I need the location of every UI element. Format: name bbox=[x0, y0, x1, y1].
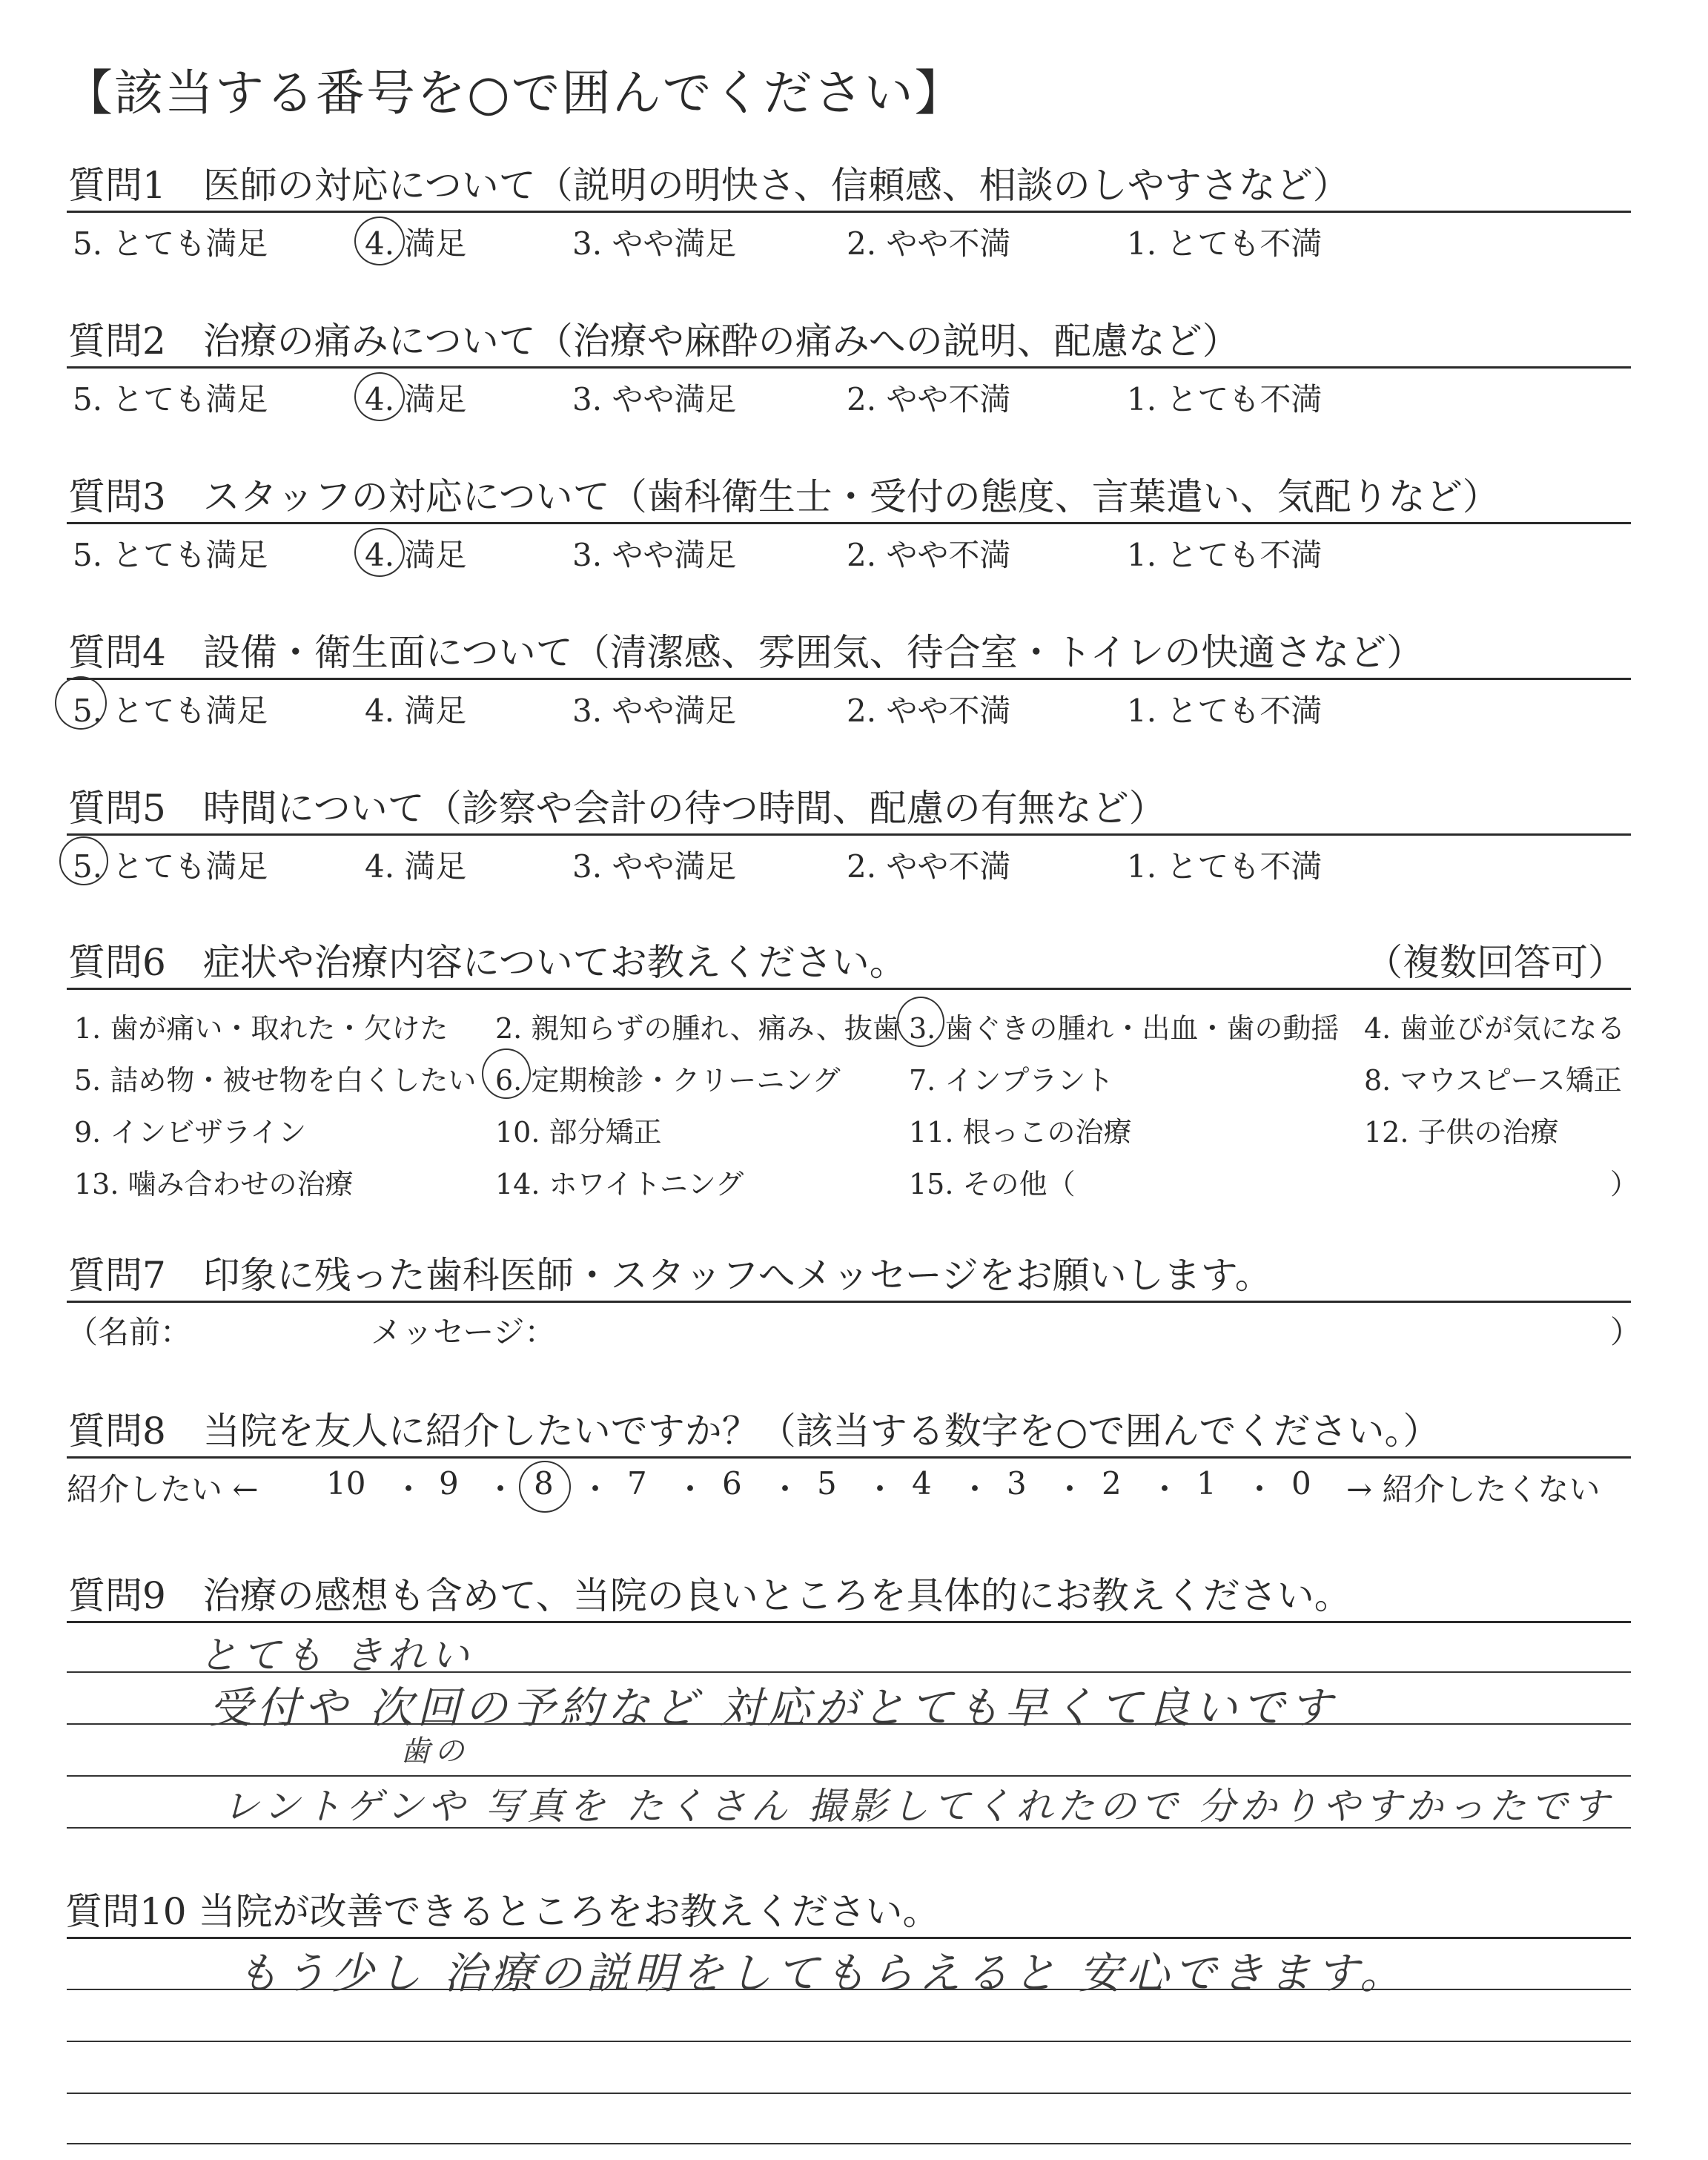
q9-title: 質問9 治療の感想も含めて、当院の良いところを具体的にお教えください。 bbox=[68, 1574, 1351, 1617]
q7-rule bbox=[67, 1301, 1631, 1303]
q1-selection-circle bbox=[354, 217, 405, 265]
q6-item-4[interactable]: 4. 歯並びが気になる bbox=[1364, 1012, 1626, 1045]
q2-option-2[interactable]: 2. やや不満 bbox=[847, 381, 1011, 417]
q2-option-1[interactable]: 1. とても不満 bbox=[1127, 381, 1323, 417]
q8-dot: ・ bbox=[959, 1471, 991, 1507]
q8-rule bbox=[67, 1456, 1631, 1459]
q6-item-6[interactable]: 6. 定期検診・クリーニング bbox=[495, 1064, 841, 1097]
q5-option-2[interactable]: 2. やや不満 bbox=[847, 848, 1011, 885]
q8-score-4[interactable]: 4 bbox=[912, 1465, 932, 1502]
q8-dot: ・ bbox=[864, 1471, 896, 1507]
q8-right-label: → 紹介したくない bbox=[1346, 1471, 1601, 1507]
q6-item-7[interactable]: 7. インプラント bbox=[909, 1064, 1114, 1097]
q9-answer-line-2: 受付や 次回の予約など 対応がとても早くて良いです bbox=[209, 1682, 1337, 1733]
q2-title: 質問2 治療の痛みについて（治療や麻酔の痛みへの説明、配慮など） bbox=[68, 320, 1239, 363]
q6-item-14[interactable]: 14. ホワイトニング bbox=[495, 1168, 744, 1200]
q7-name-label: （名前： bbox=[67, 1314, 192, 1350]
q8-selection-circle bbox=[519, 1461, 571, 1513]
q4-option-5[interactable]: 5. とても満足 bbox=[73, 693, 268, 729]
q10-rule-4 bbox=[67, 2093, 1631, 2094]
q5-option-4[interactable]: 4. 満足 bbox=[365, 848, 467, 885]
q5-option-3[interactable]: 3. やや満足 bbox=[572, 848, 737, 885]
q8-score-9[interactable]: 9 bbox=[439, 1465, 459, 1502]
q6-item-15[interactable]: 15. その他（ bbox=[909, 1168, 1076, 1200]
q3-option-1[interactable]: 1. とても不満 bbox=[1127, 537, 1323, 573]
q3-option-4[interactable]: 4. 満足 bbox=[365, 537, 467, 573]
q10-rule-3 bbox=[67, 2041, 1631, 2042]
q8-dot: ・ bbox=[580, 1471, 612, 1507]
q6-item-13[interactable]: 13. 噛み合わせの治療 bbox=[74, 1168, 354, 1200]
q7-close-paren: ） bbox=[1610, 1314, 1642, 1350]
q5-option-5[interactable]: 5. とても満足 bbox=[73, 848, 268, 885]
q8-score-6[interactable]: 6 bbox=[722, 1465, 742, 1502]
q4-title: 質問4 設備・衛生面について（清潔感、雰囲気、待合室・トイレの快適さなど） bbox=[68, 631, 1424, 674]
q7-message-label: メッセージ： bbox=[371, 1314, 556, 1350]
q5-selection-circle bbox=[59, 836, 108, 885]
q8-dot: ・ bbox=[675, 1471, 706, 1507]
q7-title: 質問7 印象に残った歯科医師・スタッフへメッセージをお願いします。 bbox=[68, 1254, 1272, 1297]
q6-item-9[interactable]: 9. インビザライン bbox=[74, 1116, 307, 1149]
q8-score-8[interactable]: 8 bbox=[534, 1465, 554, 1502]
q3-option-2[interactable]: 2. やや不満 bbox=[847, 537, 1011, 573]
q8-left-label: 紹介したい ← bbox=[67, 1471, 259, 1507]
q6-item-15-close: ） bbox=[1610, 1168, 1639, 1200]
q8-dot: ・ bbox=[393, 1471, 425, 1507]
q9-rule-1 bbox=[67, 1621, 1631, 1623]
q10-rule-5 bbox=[67, 2143, 1631, 2144]
q3-option-5[interactable]: 5. とても満足 bbox=[73, 537, 268, 573]
q8-score-5[interactable]: 5 bbox=[817, 1465, 837, 1502]
q1-title: 質問1 医師の対応について（説明の明快さ、信頼感、相談のしやすさなど） bbox=[68, 164, 1350, 207]
q5-rule bbox=[67, 833, 1631, 836]
q6-item-8[interactable]: 8. マウスピース矯正 bbox=[1364, 1064, 1622, 1097]
q8-dot: ・ bbox=[1244, 1471, 1276, 1507]
q8-score-7[interactable]: 7 bbox=[627, 1465, 647, 1502]
q1-option-1[interactable]: 1. とても不満 bbox=[1127, 225, 1323, 262]
q8-score-3[interactable]: 3 bbox=[1007, 1465, 1027, 1502]
q6-item-12[interactable]: 12. 子供の治療 bbox=[1364, 1116, 1559, 1149]
q8-score-1[interactable]: 1 bbox=[1196, 1465, 1217, 1502]
q4-option-4[interactable]: 4. 満足 bbox=[365, 693, 467, 729]
q5-title: 質問5 時間について（診察や会計の待つ時間、配慮の有無など） bbox=[68, 787, 1166, 830]
q6-item-5[interactable]: 5. 詰め物・被せ物を白くしたい bbox=[74, 1064, 477, 1097]
q2-selection-circle bbox=[354, 372, 405, 421]
q4-option-2[interactable]: 2. やや不満 bbox=[847, 693, 1011, 729]
form-header: 【該当する番号を○で囲んでください】 bbox=[64, 65, 965, 122]
q3-rule bbox=[67, 522, 1631, 524]
q2-rule bbox=[67, 366, 1631, 369]
q9-answer-line-3: レントゲンや 写真を たくさん 撮影してくれたので 分かりやすかったです bbox=[222, 1785, 1614, 1828]
q1-rule bbox=[67, 211, 1631, 213]
q1-option-2[interactable]: 2. やや不満 bbox=[847, 225, 1011, 262]
q6-item-11[interactable]: 11. 根っこの治療 bbox=[909, 1116, 1132, 1149]
q2-option-4[interactable]: 4. 満足 bbox=[365, 381, 467, 417]
q1-option-5[interactable]: 5. とても満足 bbox=[73, 225, 268, 262]
q8-dot: ・ bbox=[1054, 1471, 1086, 1507]
q3-selection-circle bbox=[354, 528, 405, 577]
q4-option-1[interactable]: 1. とても不満 bbox=[1127, 693, 1323, 729]
q4-selection-circle bbox=[55, 676, 107, 730]
q10-title: 質問10 当院が改善できるところをお教えください。 bbox=[65, 1890, 940, 1933]
q8-dot: ・ bbox=[485, 1471, 517, 1507]
q6-item-1[interactable]: 1. 歯が痛い・取れた・欠けた bbox=[74, 1012, 448, 1045]
q6-item-10[interactable]: 10. 部分矯正 bbox=[495, 1116, 662, 1149]
q1-option-3[interactable]: 3. やや満足 bbox=[572, 225, 737, 262]
q6-item-3[interactable]: 3. 歯ぐきの腫れ・出血・歯の動揺 bbox=[909, 1012, 1340, 1045]
q8-score-0[interactable]: 0 bbox=[1291, 1465, 1311, 1502]
q9-answer-line-1: とても きれい bbox=[199, 1634, 474, 1678]
q2-option-3[interactable]: 3. やや満足 bbox=[572, 381, 737, 417]
q6-item-2[interactable]: 2. 親知らずの腫れ、痛み、抜歯 bbox=[495, 1012, 901, 1045]
q8-title: 質問8 当院を友人に紹介したいですか？（該当する数字を○で囲んでください。） bbox=[68, 1410, 1440, 1453]
q5-option-1[interactable]: 1. とても不満 bbox=[1127, 848, 1323, 885]
q3-title: 質問3 スタッフの対応について（歯科衛生士・受付の態度、言葉遣い、気配りなど） bbox=[68, 475, 1500, 518]
q6-note: （複数回答可） bbox=[1366, 941, 1625, 984]
q8-score-10[interactable]: 10 bbox=[326, 1465, 366, 1502]
q4-rule bbox=[67, 678, 1631, 680]
q8-score-2[interactable]: 2 bbox=[1102, 1465, 1122, 1502]
q9-answer-insert: 歯の bbox=[400, 1734, 469, 1768]
q6-rule bbox=[67, 988, 1631, 990]
q6-selection-circle-3 bbox=[897, 997, 944, 1047]
q6-selection-circle-6 bbox=[482, 1048, 531, 1099]
q8-dot: ・ bbox=[769, 1471, 801, 1507]
q10-answer-line-1: もう少し 治療の説明をしてもらえると 安心できます。 bbox=[236, 1948, 1408, 1998]
q1-option-4[interactable]: 4. 満足 bbox=[365, 225, 467, 262]
q4-option-3[interactable]: 3. やや満足 bbox=[572, 693, 737, 729]
q8-dot: ・ bbox=[1149, 1471, 1181, 1507]
q2-option-5[interactable]: 5. とても満足 bbox=[73, 381, 268, 417]
q3-option-3[interactable]: 3. やや満足 bbox=[572, 537, 737, 573]
q6-title: 質問6 症状や治療内容についてお教えください。 bbox=[68, 941, 907, 984]
